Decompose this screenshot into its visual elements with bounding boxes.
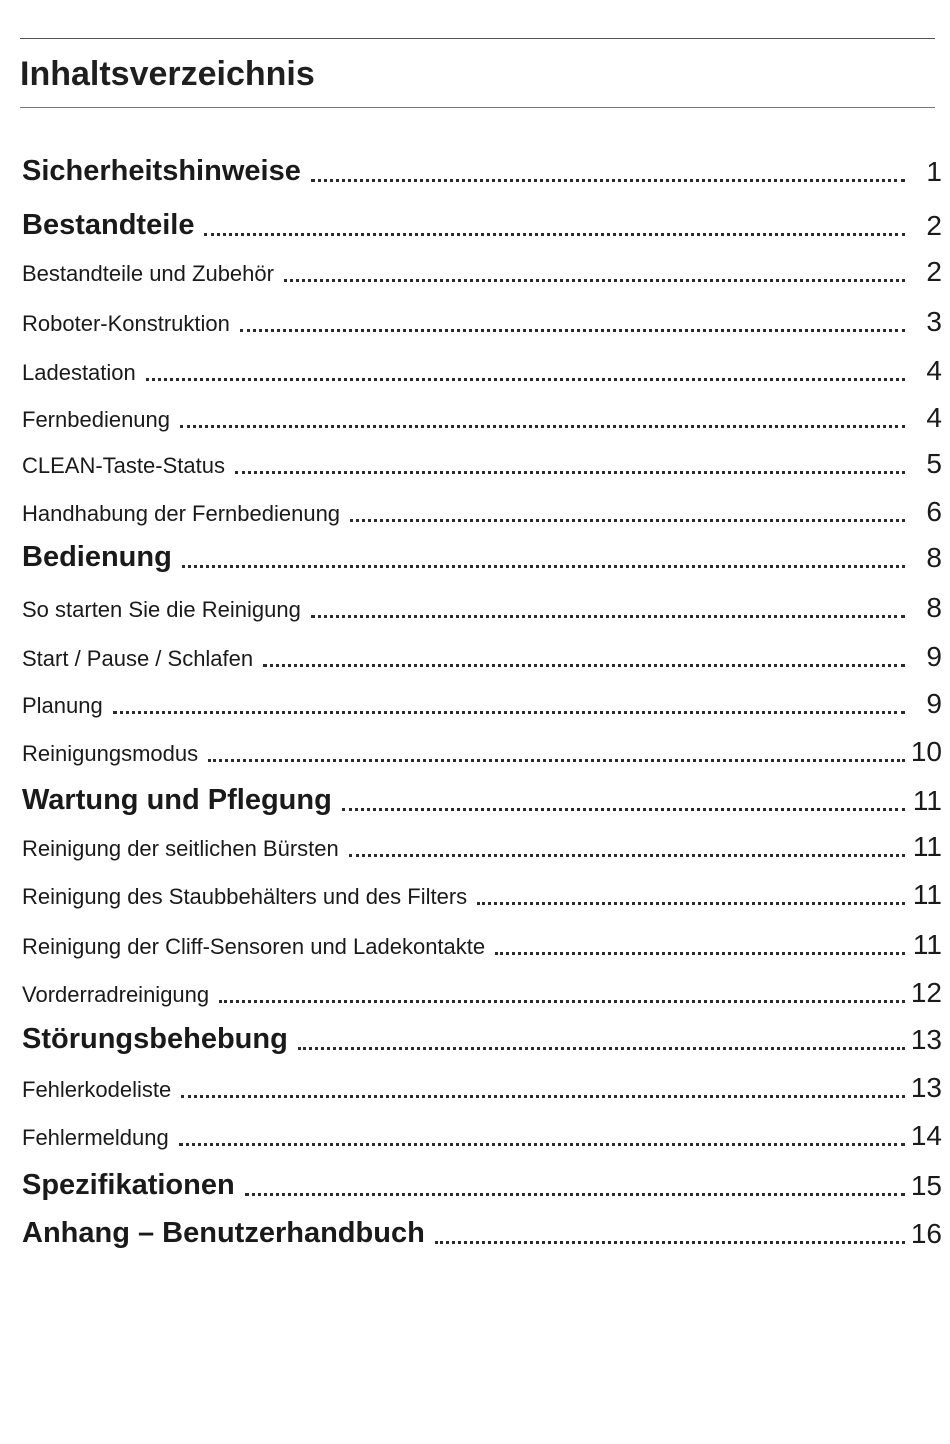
- toc-entry-label: Vorderradreinigung: [22, 982, 210, 1007]
- toc-dot-leader: [349, 854, 905, 857]
- toc-subsection-entry[interactable]: [22, 1072, 942, 1104]
- toc-dot-leader: [146, 378, 905, 381]
- toc-entry-label: Ladestation: [22, 360, 136, 385]
- toc-dot-leader: [245, 1193, 905, 1196]
- header-bottom-rule: [20, 107, 935, 108]
- toc-dot-leader: [113, 711, 905, 714]
- toc-subsection-entry[interactable]: [22, 306, 942, 338]
- toc-dot-leader: [284, 279, 905, 282]
- toc-page-number: 11: [912, 929, 942, 960]
- toc-dot-leader: [181, 1095, 905, 1098]
- toc-page-number: 6: [926, 496, 942, 527]
- toc-page-number: 9: [926, 688, 942, 719]
- toc-subsection-entry[interactable]: [22, 592, 942, 624]
- toc-entry-label: Roboter-Konstruktion: [22, 311, 230, 336]
- toc-entry-label: Spezifikationen: [22, 1169, 235, 1201]
- toc-entry-label: Planung: [22, 693, 103, 718]
- toc-dot-leader: [311, 179, 905, 182]
- toc-entry-label: Reinigung des Staubbehälters und des Filters: [22, 884, 468, 909]
- toc-entry-label: Start / Pause / Schlafen: [22, 646, 254, 671]
- toc-page-number: 11: [912, 785, 942, 816]
- toc-page-number: 8: [926, 542, 942, 573]
- toc-dot-leader: [240, 329, 905, 332]
- toc-subsection-entry[interactable]: [22, 1120, 942, 1152]
- toc-dot-leader: [235, 471, 905, 474]
- toc-entry-label: So starten Sie die Reinigung: [22, 597, 301, 622]
- toc-dot-leader: [495, 952, 905, 955]
- toc-dot-leader: [180, 425, 905, 428]
- toc-entry-label: Fernbedienung: [22, 407, 171, 432]
- toc-dot-leader: [263, 664, 905, 667]
- toc-entry-label: Reinigung der Cliff-Sensoren und Ladekontakte: [22, 934, 486, 959]
- toc-entry-label: Handhabung der Fernbedienung: [22, 501, 341, 526]
- toc-entry-label: Bestandteile: [22, 209, 195, 241]
- toc-page-number: 11: [912, 879, 942, 910]
- toc-subsection-entry[interactable]: [22, 879, 942, 911]
- toc-page-number: 16: [910, 1218, 942, 1249]
- toc-page-number: 4: [926, 402, 942, 433]
- toc-page-number: 1: [926, 156, 942, 187]
- toc-entry-label: Fehlermeldung: [22, 1125, 169, 1150]
- toc-subsection-entry[interactable]: [22, 736, 942, 768]
- toc-dot-leader: [208, 759, 905, 762]
- toc-page-number: 13: [910, 1024, 942, 1055]
- toc-dot-leader: [477, 902, 905, 905]
- toc-page-number: 11: [912, 831, 942, 862]
- toc-entry-label: Anhang – Benutzerhandbuch: [22, 1217, 425, 1249]
- toc-entry-label: Bestandteile und Zubehör: [22, 261, 274, 286]
- toc-page-number: 12: [910, 977, 942, 1008]
- toc-page-number: 4: [926, 355, 942, 386]
- toc-subsection-entry[interactable]: [22, 448, 942, 480]
- toc-page-number: 3: [926, 306, 942, 337]
- toc-subsection-entry[interactable]: [22, 402, 942, 434]
- toc-subsection-entry[interactable]: [22, 256, 942, 288]
- toc-subsection-entry[interactable]: [22, 688, 942, 720]
- toc-section-entry[interactable]: [22, 538, 942, 574]
- toc-dot-leader: [311, 615, 905, 618]
- toc-entry-label: Sicherheitshinweise: [22, 155, 301, 187]
- toc-entry-label: Reinigung der seitlichen Bürsten: [22, 836, 339, 861]
- toc-subsection-entry[interactable]: [22, 496, 942, 528]
- toc-subsection-entry[interactable]: [22, 355, 942, 387]
- toc-dot-leader: [435, 1241, 905, 1244]
- toc-dot-leader: [179, 1143, 905, 1146]
- toc-section-entry[interactable]: [22, 1214, 942, 1250]
- toc-page-number: 14: [910, 1120, 942, 1151]
- toc-entry-label: Wartung und Pflegung: [22, 784, 332, 816]
- toc-dot-leader: [350, 519, 905, 522]
- toc-entry-label: Reinigungsmodus: [22, 741, 199, 766]
- toc-entry-label: Bedienung: [22, 541, 172, 573]
- toc-entry-label: Fehlerkodeliste: [22, 1077, 172, 1102]
- toc-page-number: 2: [926, 256, 942, 287]
- toc-section-entry[interactable]: [22, 152, 942, 188]
- toc-dot-leader: [219, 1000, 905, 1003]
- toc-entry-label: Störungsbehebung: [22, 1023, 288, 1055]
- toc-section-entry[interactable]: [22, 1166, 942, 1202]
- toc-dot-leader: [298, 1047, 905, 1050]
- toc-section-entry[interactable]: [22, 781, 942, 817]
- page-title: Inhaltsverzeichnis: [20, 55, 315, 93]
- header-top-rule: [20, 38, 935, 39]
- toc-page-number: 5: [926, 448, 942, 479]
- toc-dot-leader: [342, 808, 905, 811]
- toc-subsection-entry[interactable]: [22, 641, 942, 673]
- toc-page-number: 15: [910, 1170, 942, 1201]
- toc-page-number: 8: [926, 592, 942, 623]
- toc-subsection-entry[interactable]: [22, 831, 942, 863]
- toc-dot-leader: [182, 565, 905, 568]
- toc-page-number: 13: [910, 1072, 942, 1103]
- toc-page-number: 10: [910, 736, 942, 767]
- toc-page-number: 9: [926, 641, 942, 672]
- toc-section-entry[interactable]: [22, 1020, 942, 1056]
- toc-dot-leader: [204, 233, 905, 236]
- toc-entry-label: CLEAN-Taste-Status: [22, 453, 225, 478]
- toc-subsection-entry[interactable]: [22, 929, 942, 961]
- toc-section-entry[interactable]: [22, 206, 942, 242]
- toc-page-number: 2: [926, 210, 942, 241]
- toc-subsection-entry[interactable]: [22, 977, 942, 1009]
